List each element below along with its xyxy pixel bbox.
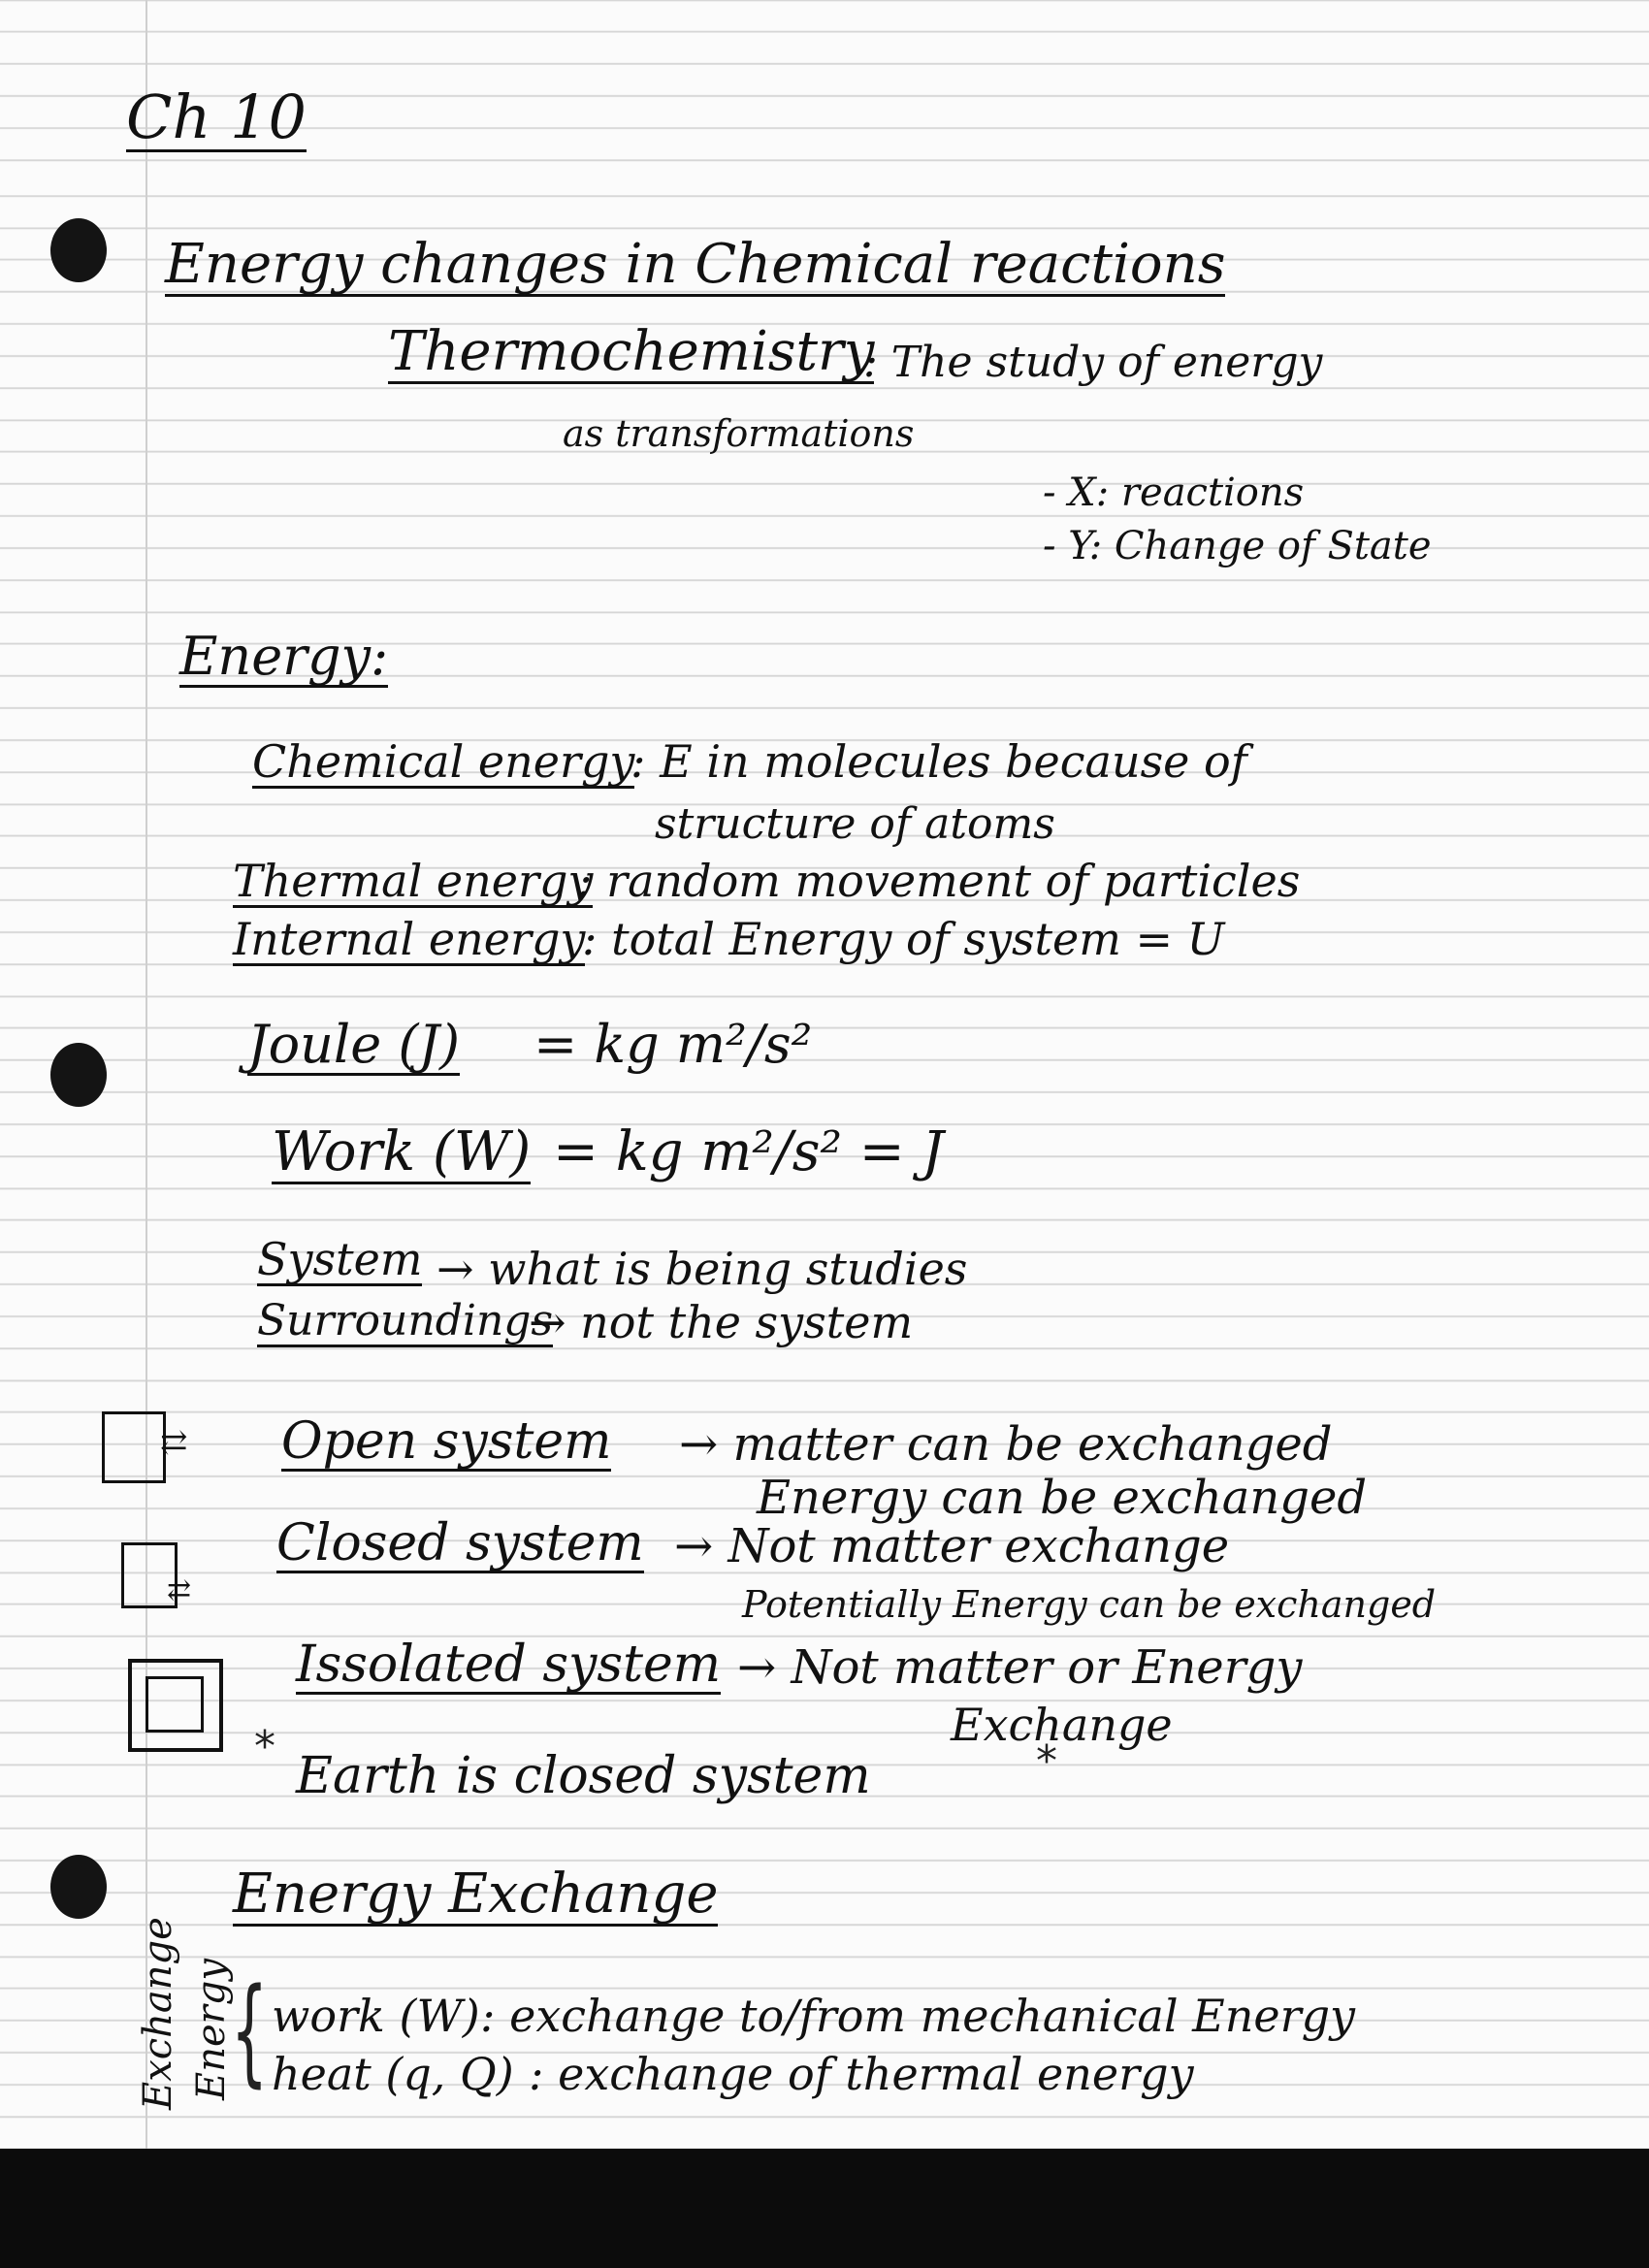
- work-exchange-definition: : exchange to/from mechanical Energy: [480, 1990, 1356, 2042]
- earth-note: Earth is closed system: [296, 1747, 871, 1805]
- open-system-line2: Energy can be exchanged: [757, 1471, 1368, 1525]
- system-definition: → what is being studies: [436, 1243, 968, 1295]
- work-term: Work (W): [272, 1120, 532, 1183]
- exchange-side-label-2: Energy: [189, 1959, 234, 2100]
- punch-hole: [50, 218, 107, 282]
- margin-line: [146, 0, 147, 2149]
- thermo-term: Thermochemistry: [388, 320, 875, 383]
- asterisk-icon: *: [1036, 1736, 1057, 1786]
- system-term: System: [257, 1233, 423, 1285]
- punch-hole: [50, 1855, 107, 1919]
- thermo-definition-cont: as transformations: [563, 412, 915, 455]
- exchange-side-label-1: Exchange: [136, 1917, 180, 2110]
- thermo-point-x: - X: reactions: [1043, 470, 1305, 515]
- heat-exchange-definition: : exchange of thermal energy: [529, 2048, 1194, 2100]
- open-system-term: Open system: [281, 1412, 612, 1471]
- closed-system-line2: Potentially Energy can be exchanged: [742, 1583, 1437, 1626]
- punch-hole: [50, 1043, 107, 1107]
- closed-arrow-icon: ⇄: [167, 1573, 192, 1607]
- chemical-energy-definition: : E in molecules because of: [630, 735, 1247, 788]
- internal-energy-term: Internal energy: [233, 913, 586, 965]
- work-exchange-term: work (W): [272, 1990, 480, 2042]
- chemical-energy-definition-cont: structure of atoms: [655, 799, 1055, 849]
- closed-system-term: Closed system: [276, 1514, 644, 1572]
- joule-term: Joule (J): [247, 1014, 461, 1075]
- internal-energy-definition: : total Energy of system = U: [582, 913, 1225, 965]
- isolated-system-inner-box: [146, 1676, 204, 1733]
- work-value: = kg m²/s² = J: [553, 1120, 944, 1183]
- surroundings-definition: → not the system: [529, 1296, 914, 1348]
- open-arrow-icon: ⇄: [160, 1423, 188, 1462]
- thermo-point-y: - Y: Change of State: [1043, 524, 1432, 568]
- isolated-system-line2: Exchange: [951, 1699, 1173, 1751]
- open-system-line1: → matter can be exchanged: [679, 1417, 1333, 1472]
- isolated-system-term: Issolated system: [296, 1636, 722, 1694]
- brace-icon: {: [231, 1964, 269, 2099]
- thermal-energy-term: Thermal energy: [233, 855, 594, 907]
- page-title: Energy changes in Chemical reactions: [165, 233, 1226, 296]
- asterisk-icon: *: [254, 1722, 275, 1771]
- energy-exchange-heading: Energy Exchange: [233, 1863, 719, 1926]
- thermal-energy-definition: : random movement of particles: [577, 855, 1301, 907]
- heat-exchange-term: heat (q, Q): [272, 2048, 514, 2100]
- surroundings-term: Surroundings: [257, 1296, 554, 1345]
- chapter-label: Ch 10: [126, 81, 307, 152]
- thermo-definition: : The study of energy: [863, 338, 1323, 387]
- open-system-diagram: [102, 1411, 166, 1483]
- chemical-energy-term: Chemical energy: [252, 735, 635, 788]
- closed-system-line1: → Not matter exchange: [674, 1519, 1230, 1573]
- scan-bottom-edge: [0, 2149, 1649, 2268]
- isolated-system-line1: → Not matter or Energy: [737, 1640, 1303, 1695]
- joule-value: = kg m²/s²: [534, 1014, 813, 1075]
- energy-heading: Energy:: [179, 626, 389, 687]
